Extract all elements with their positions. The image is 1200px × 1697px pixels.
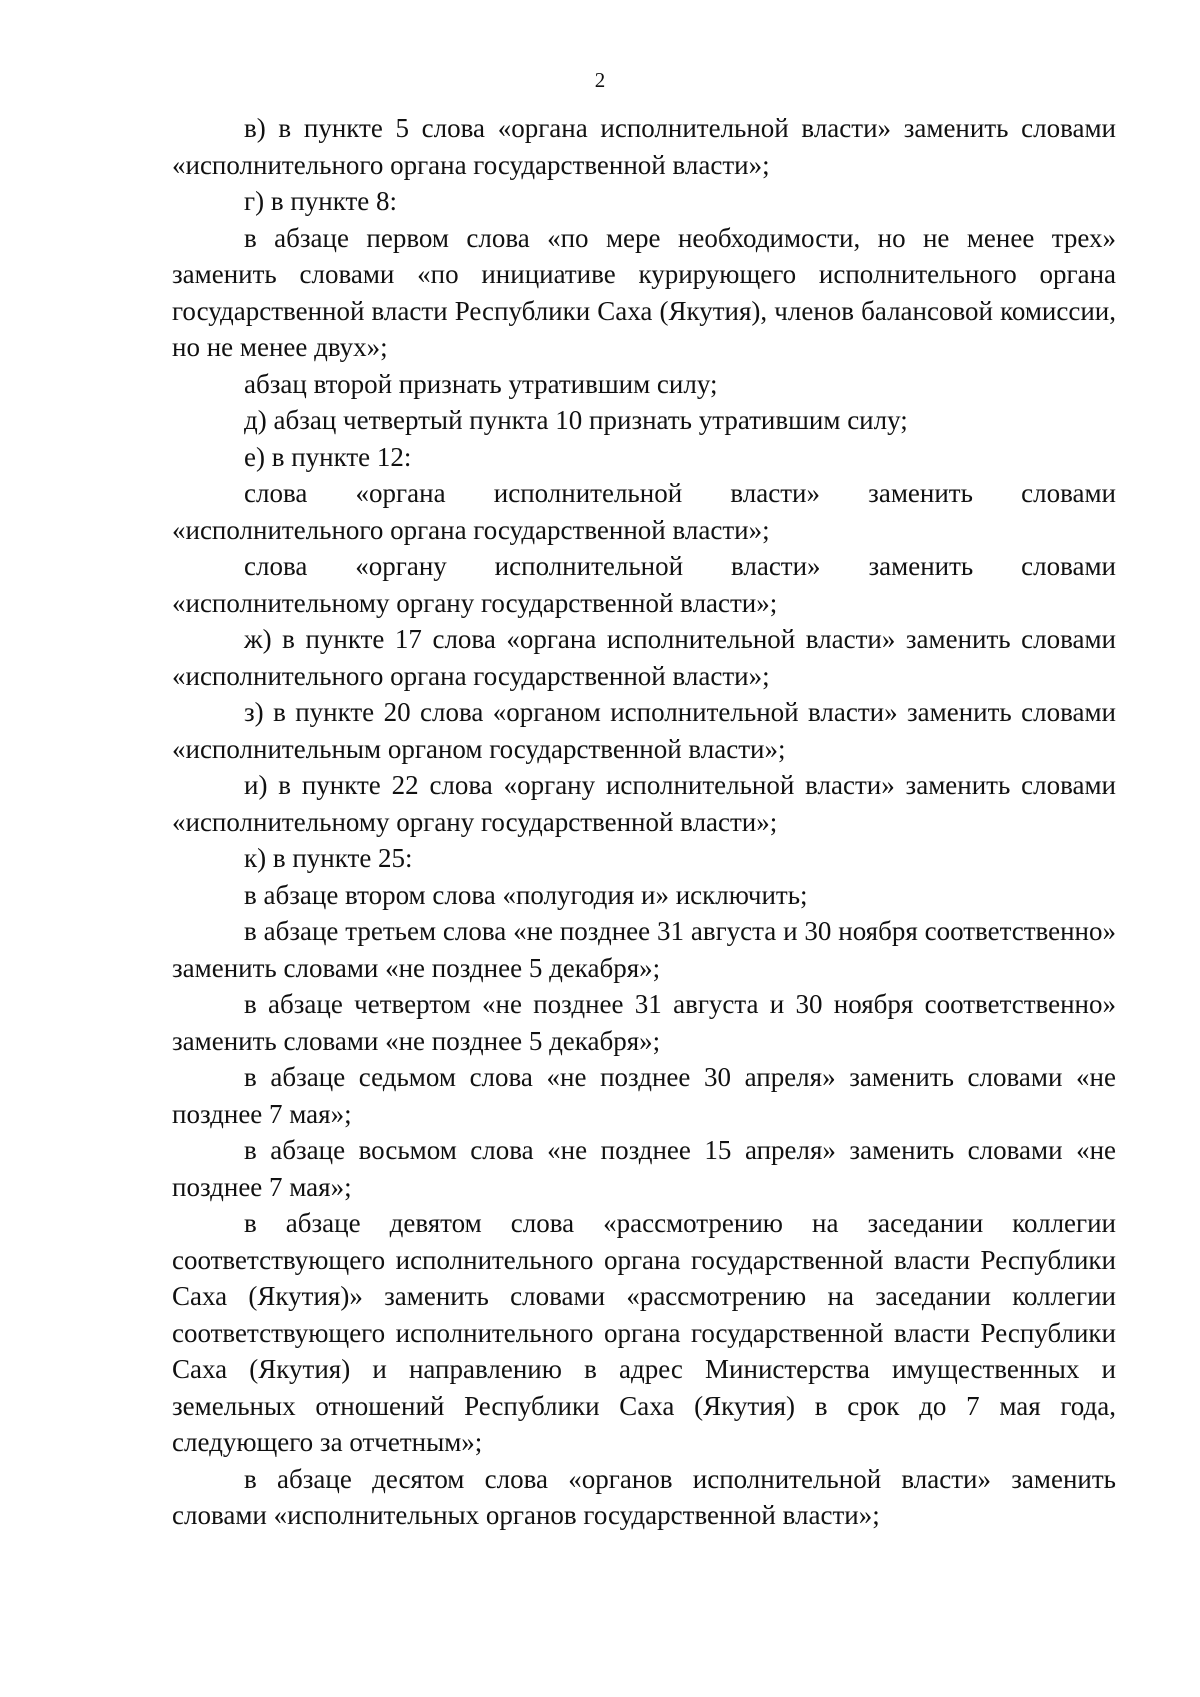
paragraph-16: в абзаце седьмом слова «не позднее 30 апреля» заменить словами «не позднее 7 мая»; — [172, 1062, 1116, 1129]
paragraph-14: в абзаце третьем слова «не позднее 31 августа и 30 ноября соответственно» заменить словами «не позднее 5 декабря»; — [172, 916, 1116, 983]
paragraph-7: слова «органа исполнительной власти» заменить словами «исполнительного органа государственной власти»; — [172, 478, 1116, 545]
document-body — [172, 110, 1116, 1534]
paragraph-17: в абзаце восьмом слова «не позднее 15 апреля» заменить словами «не позднее 7 мая»; — [172, 1135, 1116, 1202]
paragraph-12: к) в пункте 25: — [244, 843, 413, 873]
paragraph-4: абзац второй признать утратившим силу; — [244, 368, 718, 399]
page-number: 2 — [594, 68, 606, 92]
paragraph-15: в абзаце четвертом «не позднее 31 августа и 30 ноября соответственно» заменить словами «не позднее 5 декабря»; — [172, 989, 1116, 1056]
paragraph-3: в абзаце первом слова «по мере необходимости, но не менее трех» заменить словами «по инициативе курирующего исполнительного органа государственной власти Республики Саха (Якутия), членов балансовой комиссии, но не менее двух»; — [172, 222, 1116, 362]
paragraph-9: ж) в пункте 17 слова «органа исполнительной власти» заменить словами «исполнительного органа государственной власти»; — [172, 624, 1116, 691]
paragraph-5: д) абзац четвертый пункта 10 признать утратившим силу; — [244, 405, 908, 435]
paragraph-8: слова «органу исполнительной власти» заменить словами «исполнительному органу государственной власти»; — [172, 551, 1116, 618]
paragraph-6: е) в пункте 12: — [244, 441, 412, 472]
paragraph-1: в) в пункте 5 слова «органа исполнительной власти» заменить словами «исполнительного органа государственной власти»; — [172, 113, 1116, 180]
paragraph-13: в абзаце втором слова «полугодия и» исключить; — [244, 879, 808, 910]
paragraph-11: и) в пункте 22 слова «органу исполнительной власти» заменить словами «исполнительному органу государственной власти»; — [172, 770, 1116, 837]
paragraph-19: в абзаце десятом слова «органов исполнительной власти» заменить словами «исполнительных органов государственной власти»; — [172, 1463, 1116, 1530]
paragraph-10: з) в пункте 20 слова «органом исполнительной власти» заменить словами «исполнительным органом государственной власти»; — [172, 697, 1116, 764]
paragraph-18: в абзаце девятом слова «рассмотрению на заседании коллегии соответствующего исполнительного органа государственной власти Республики Саха (Якутия)» заменить словами «рассмотрению на заседании коллегии соответствующего исполнительного органа государственной власти Республики Саха (Якутия) и направлению в адрес Министерства имущественных и земельных отношений Республики Саха (Якутия) в срок до 7 мая года, следующего за отчетным»; — [172, 1208, 1116, 1457]
paragraph-2: г) в пункте 8: — [244, 186, 398, 216]
